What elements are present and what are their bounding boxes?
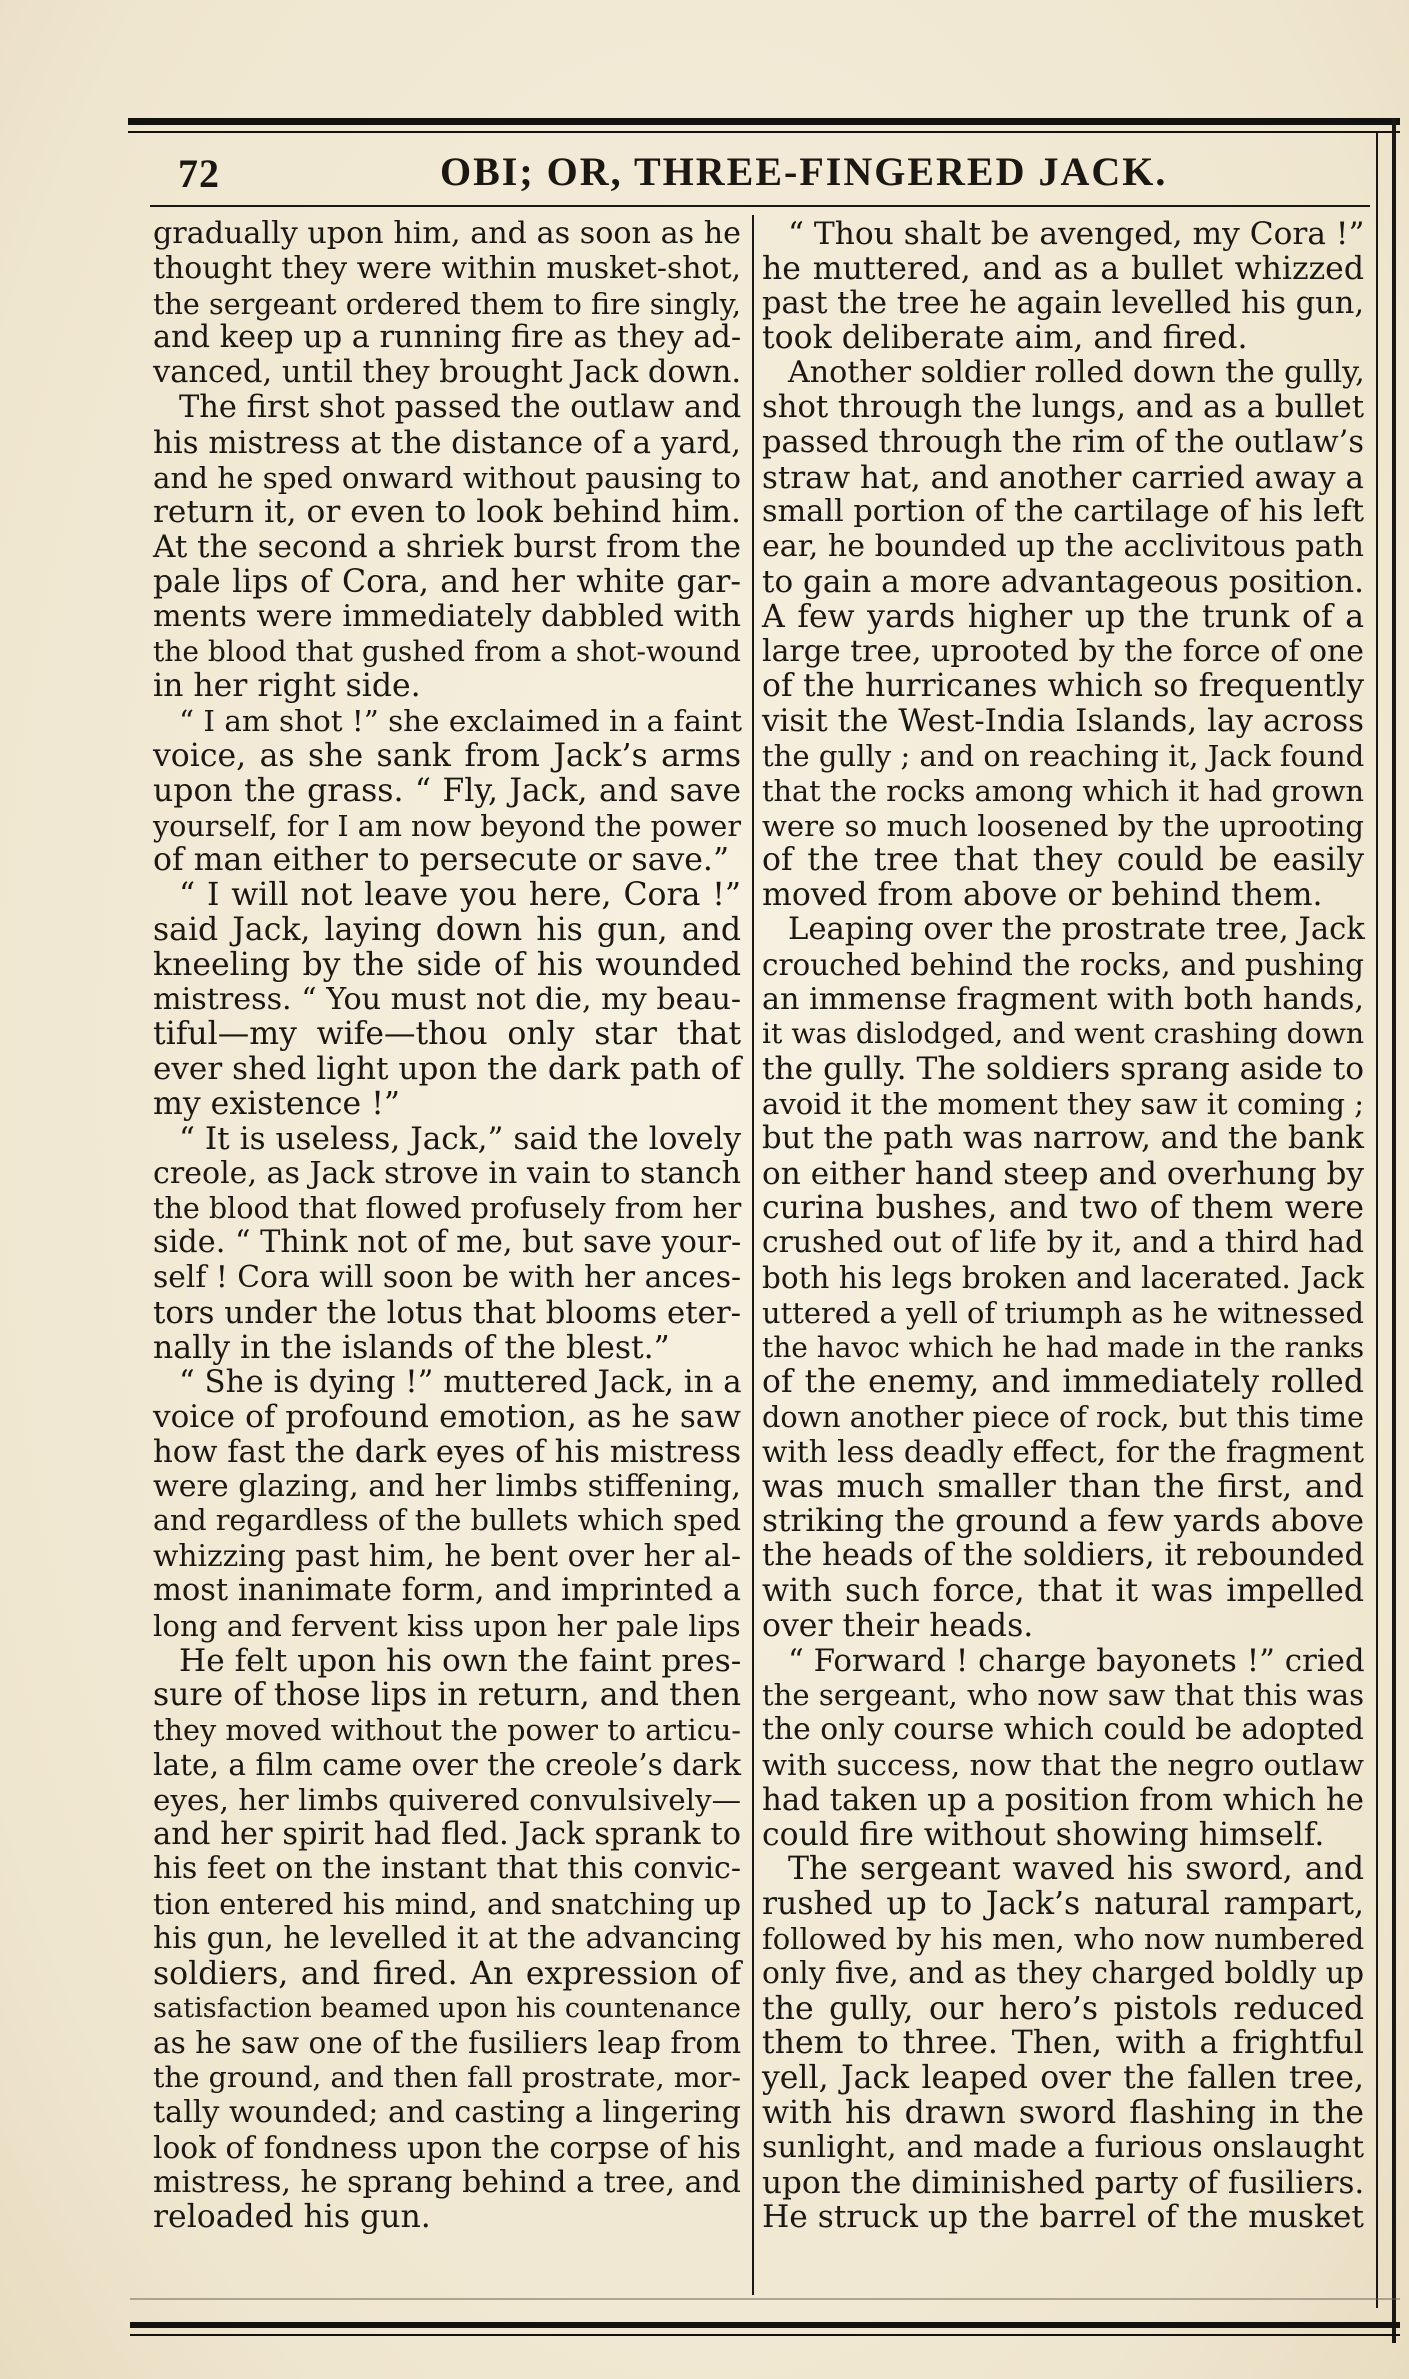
text-line: his feet on the instant that this convic- (153, 1851, 741, 1887)
text-line: of the hurricanes which so frequently (762, 668, 1364, 705)
text-line: side. “ Think not of me, but save your- (153, 1225, 742, 1261)
right-text-column (762, 217, 1364, 2235)
text-line: said Jack, laying down his gun, and (153, 911, 741, 948)
text-line: thought they were within musket-shot, (153, 250, 741, 286)
text-line: the gully. The soldiers sprang aside to (762, 1051, 1365, 1088)
text-line: voice, as she sank from Jack’s arms (153, 737, 741, 774)
text-line: “ I am shot !” she exclaimed in a faint (179, 704, 743, 739)
text-line: tors under the lotus that blooms eter- (153, 1294, 741, 1331)
text-line: vanced, until they brought Jack down. (153, 355, 742, 391)
text-line: the gully, our hero’s pistols reduced (762, 1990, 1364, 2027)
text-line: he muttered, and as a bullet whizzed (762, 250, 1364, 287)
text-line: with less deadly effect, for the fragment (762, 1434, 1364, 1469)
text-line: were so much loosened by the uprooting (762, 808, 1364, 843)
text-line: how fast the dark eyes of his mistress (153, 1433, 742, 1470)
right-frame-rule-inner (1376, 133, 1378, 2308)
text-line: the havoc which he had made in the ranks (762, 1330, 1365, 1364)
text-line: were glazing, and her limbs stiffening, (153, 1468, 741, 1504)
text-line: they moved without the power to articu- (153, 1713, 741, 1748)
text-line: eyes, her limbs quivered convulsively— (153, 1782, 741, 1817)
top-border-rule-thin (128, 131, 1400, 133)
text-line: “ Thou shalt be avenged, my Cora !” (788, 216, 1365, 252)
text-line: pale lips of Cora, and her white gar- (153, 563, 741, 600)
text-line: yell, Jack leaped over the fallen tree, (762, 2060, 1364, 2097)
text-line: sunlight, and made a furious onslaught (762, 2129, 1364, 2165)
text-line: shot through the lungs, and as a bullet (762, 389, 1365, 425)
text-line: moved from above or behind them. (762, 877, 1323, 914)
text-line: and keep up a running fire as they ad- (153, 320, 742, 356)
text-line: most inanimate form, and imprinted a (153, 1573, 741, 1609)
text-line: them to three. Then, with a frightful (762, 2025, 1364, 2062)
text-line: mistress. “ You must not die, my beau- (153, 981, 742, 1017)
text-line: could fire without showing himself. (762, 1816, 1325, 1853)
text-line: At the second a shriek burst from the (153, 529, 741, 566)
text-line: ear, he bounded up the acclivitous path (762, 529, 1364, 565)
text-line: nally in the islands of the blest.” (153, 1329, 670, 1366)
text-line: Leaping over the prostrate tree, Jack (788, 911, 1365, 947)
text-line: whizzing past him, he bent over her al- (153, 1538, 741, 1574)
text-line: and he sped onward without pausing to (153, 460, 741, 495)
column-divider (752, 215, 754, 2295)
text-line: “ It is useless, Jack,” said the lovely (179, 1120, 742, 1157)
text-line: to gain a more advantageous position. (762, 563, 1364, 600)
page-number: 72 (178, 151, 220, 196)
header-rule (150, 205, 1370, 207)
text-line: curina bushes, and two of them were (762, 1190, 1364, 1227)
text-line: upon the grass. “ Fly, Jack, and save (153, 772, 741, 809)
text-line: had taken up a position from which he (762, 1781, 1364, 1818)
bottom-faint-rule (130, 2298, 1400, 2300)
right-frame-rule (1392, 118, 1396, 2343)
bottom-border-rule (130, 2322, 1400, 2328)
text-line: ever shed light upon the dark path of (153, 1051, 741, 1088)
text-line: of man either to persecute or save.” (153, 842, 730, 879)
text-line: kneeling by the side of his wounded (153, 946, 741, 983)
text-line: long and fervent kiss upon her pale lips (153, 1608, 741, 1643)
bottom-border-rule-thin (130, 2334, 1400, 2336)
text-line: with success, now that the negro outlaw (762, 1748, 1364, 1783)
text-line: tion entered his mind, and snatching up (153, 1887, 741, 1922)
text-line: the sergeant, who now saw that this was (762, 1678, 1364, 1713)
text-line: with his drawn sword flashing in the (762, 2095, 1364, 2132)
text-line: The sergeant waved his sword, and (788, 1851, 1364, 1888)
text-line: striking the ground a few yards above (762, 1503, 1364, 1540)
text-line: crushed out of life by it, and a third had (762, 1225, 1364, 1261)
text-line: of the tree that they could be easily (762, 842, 1364, 879)
text-line: voice of profound emotion, as he saw (153, 1399, 741, 1436)
text-line: The first shot passed the outlaw and (179, 389, 742, 425)
text-line: down another piece of rock, but this time (762, 1400, 1364, 1435)
text-line: self ! Cora will soon be with her ances- (153, 1259, 741, 1295)
text-line: past the tree he again levelled his gun, (762, 285, 1364, 321)
text-line: return it, or even to look behind him. (153, 494, 741, 531)
text-line: on either hand steep and overhung by (762, 1155, 1364, 1192)
text-line: tally wounded; and casting a lingering (153, 2095, 741, 2131)
text-line: the blood that gushed from a shot-wound (153, 634, 741, 668)
text-line: large tree, uprooted by the force of one (762, 633, 1364, 669)
text-line: tiful—my wife—thou only star that (153, 1016, 741, 1053)
text-line: my existence !” (153, 1085, 400, 1122)
text-line: in her right side. (153, 668, 421, 705)
text-line: of the enemy, and immediately rolled (762, 1364, 1364, 1401)
top-border-rule (128, 118, 1400, 125)
text-line: yourself, for I am now beyond the power (153, 808, 741, 843)
text-line: gradually upon him, and as soon as he (153, 216, 741, 251)
text-line: the gully ; and on reaching it, Jack found (762, 738, 1365, 773)
text-line: the heads of the soldiers, it rebounded (762, 1538, 1365, 1574)
text-line: with such force, that it was impelled (762, 1573, 1364, 1610)
text-line: crouched behind the rocks, and pushing (762, 947, 1364, 982)
text-line: look of fondness upon the corpse of his (153, 2129, 742, 2165)
text-line: both his legs broken and lacerated. Jack (762, 1260, 1364, 1295)
text-line: A few yards higher up the trunk of a (762, 598, 1364, 635)
text-line: soldiers, and fired. An expression of (153, 1955, 741, 1992)
text-line: the blood that flowed profusely from her (153, 1191, 742, 1226)
text-line: the sergeant ordered them to fire singly, (153, 286, 741, 321)
text-line: took deliberate aim, and fired. (762, 320, 1248, 357)
text-line: only five, and as they charged boldly up (762, 1955, 1364, 1991)
text-line: sure of those lips in return, and then (153, 1677, 741, 1714)
text-line: it was dislodged, and went crashing down (762, 1017, 1364, 1051)
text-line: upon the diminished party of fusiliers. (762, 2164, 1365, 2201)
text-line: an immense fragment with both hands, (762, 981, 1364, 1017)
left-text-column (153, 217, 741, 2235)
text-line: Another soldier rolled down the gully, (788, 355, 1365, 391)
text-line: reloaded his gun. (153, 2199, 431, 2236)
text-line: passed through the rim of the outlaw’s (762, 424, 1364, 460)
running-title: OBI; OR, THREE-FINGERED JACK. (440, 149, 1168, 194)
text-line: uttered a yell of triumph as he witnessed (762, 1295, 1364, 1330)
text-line: that the rocks among which it had grown (762, 773, 1364, 808)
text-line: He felt upon his own the faint pres- (179, 1642, 742, 1679)
text-line: his gun, he levelled it at the advancing (153, 1921, 741, 1957)
text-line: the ground, and then fall prostrate, mor- (153, 2061, 741, 2095)
text-line: small portion of the cartilage of his left (762, 494, 1364, 530)
text-line: but the path was narrow, and the bank (762, 1120, 1364, 1156)
text-line: “ Forward ! charge bayonets !” cried (788, 1642, 1365, 1679)
text-line: “ I will not leave you here, Cora !” (179, 877, 741, 914)
text-line: creole, as Jack strove in vain to stanch (153, 1155, 741, 1191)
text-line: and her spirit had fled. Jack sprank to (153, 1816, 741, 1852)
text-line: He struck up the barrel of the musket (762, 2199, 1364, 2236)
text-line: rushed up to Jack’s natural rampart, (762, 1886, 1364, 1923)
text-line: ments were immediately dabbled with (153, 598, 741, 634)
text-line: mistress, he sprang behind a tree, and (153, 2164, 741, 2200)
page-header (150, 140, 1370, 215)
text-line: straw hat, and another carried away a (762, 459, 1364, 496)
text-line: his mistress at the distance of a yard, (153, 424, 741, 461)
text-line: visit the West-India Islands, lay across (762, 703, 1364, 740)
text-line: late, a film came over the creole’s dark (153, 1747, 742, 1783)
text-line: avoid it the moment they saw it coming ; (762, 1086, 1364, 1121)
text-line: the only course which could be adopted (762, 1712, 1364, 1748)
text-line: “ She is dying !” muttered Jack, in a (179, 1364, 742, 1401)
text-line: followed by his men, who now numbered (762, 1922, 1365, 1957)
text-line: over their heads. (762, 1607, 1034, 1644)
text-line: as he saw one of the fusiliers leap from (153, 2026, 742, 2061)
text-line: was much smaller than the first, and (762, 1468, 1364, 1505)
text-line: and regardless of the bullets which sped (153, 1504, 741, 1538)
text-line: satisfaction beamed upon his countenance (153, 1992, 741, 2024)
